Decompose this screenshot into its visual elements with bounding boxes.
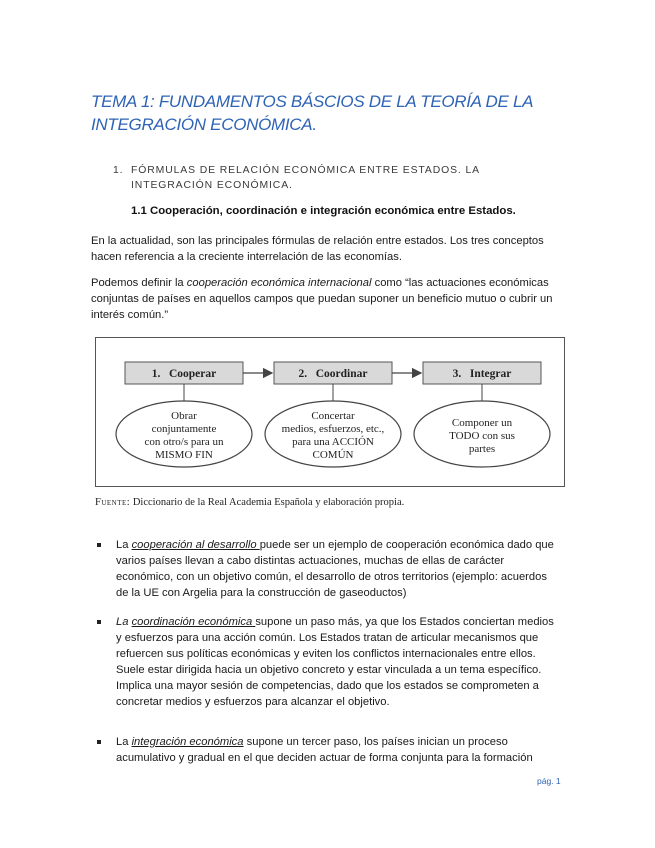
step-label-cooperar: 1. Cooperar: [151, 368, 217, 380]
integrar-desc-line: partes: [468, 443, 496, 455]
coordinar-desc-line: Concertar: [311, 410, 355, 422]
bullet-term: coordinación económica: [131, 616, 256, 628]
bullet-square-icon: [97, 740, 101, 744]
definition-term: cooperación económica internacional: [186, 277, 372, 289]
cooperar-desc-line: conjuntamente: [151, 423, 217, 435]
bullet-item: [116, 734, 556, 766]
integrar-desc-line: TODO con sus: [449, 430, 515, 442]
section-heading-text: FÓRMULAS DE RELACIÓN ECONÓMICA ENTRE ESTADOS. LA INTEGRACIÓN ECONÓMICA.: [131, 165, 480, 191]
step-label-integrar: 3. Integrar: [452, 368, 512, 380]
integrar-desc-line: Componer un: [451, 417, 513, 429]
intro-paragraph: En la actualidad, son las principales fórmulas de relación entre estados. Los tres conceptos hacen referencia a la creciente interrelación de las economías.: [91, 235, 544, 263]
bullet-term: cooperación al desarrollo: [131, 539, 260, 551]
coordinar-desc-line: para una ACCIÓN: [292, 436, 374, 448]
definition-paragraph: [91, 275, 571, 323]
bullet-item: [116, 537, 556, 601]
bullet-item: [116, 614, 556, 710]
caption-source-label: Fuente:: [95, 497, 131, 508]
definition-prefix: Podemos definir la: [91, 277, 187, 289]
bullet-body: puede ser un ejemplo de cooperación económica dado que varios países llevan a cabo distintas actuaciones, muchas de ellas de carácter económico, con un objetivo común, el desarrollo de otros territorios (ejemplo: acuerdos de la UE con Argelia para la construcción de gaseoductos): [116, 539, 554, 599]
cooperar-desc-line: con otro/s para un: [144, 436, 224, 448]
bullet-square-icon: [97, 543, 101, 547]
section-number: 1.: [113, 165, 124, 176]
bullet-lead: La: [116, 539, 132, 551]
caption-text: Diccionario de la Real Academia Española y elaboración propia.: [130, 497, 405, 508]
coordinar-desc-line: medios, esfuerzos, etc.,: [281, 423, 385, 435]
page-title: TEMA 1: FUNDAMENTOS BÁSCIOS DE LA TEORÍA DE LA INTEGRACIÓN ECONÓMICA.: [91, 92, 533, 134]
cooperar-desc-line: Obrar: [171, 410, 197, 422]
subsection-heading: 1.1 Cooperación, coordinación e integración económica entre Estados.: [131, 205, 516, 217]
coordinar-desc-line: COMÚN: [312, 449, 354, 461]
bullet-lead: La: [116, 736, 132, 748]
figure-caption: [95, 497, 404, 508]
page-number: pág. 1: [537, 776, 561, 786]
bullet-body: supone un paso más, ya que los Estados conciertan medios y esfuerzos para una acción común. Los Estados tratan de articular mecanismos que refuercen sus políticas económicas y eviten los conflictos internacionales entre ellos. Suele estar dirigida hacia un objetivo concreto y estar vinculada a un tema específico. Implica una mayor sesión de competencias, dado que los estados se comprometen a concretar medios y esfuerzos para alcanzar el objetivo.: [116, 616, 554, 708]
section-heading: [113, 163, 553, 193]
cooperar-desc-line: MISMO FIN: [155, 449, 213, 461]
bullet-lead: La: [116, 616, 132, 628]
concept-diagram: [95, 337, 565, 487]
bullet-square-icon: [97, 620, 101, 624]
definition-suffix: como “las actuaciones económicas conjuntas de países en aquellos campos que puedan suponer un beneficio mutuo o cubrir un interés común.”: [91, 277, 553, 321]
bullet-body: supone un tercer paso, los países inician un proceso acumulativo y gradual en el que deciden actuar de forma conjunta para la formación: [116, 736, 533, 764]
concept-diagram-svg: [96, 338, 564, 486]
bullet-term: integración económica: [131, 736, 244, 748]
step-label-coordinar: 2. Coordinar: [298, 368, 368, 380]
